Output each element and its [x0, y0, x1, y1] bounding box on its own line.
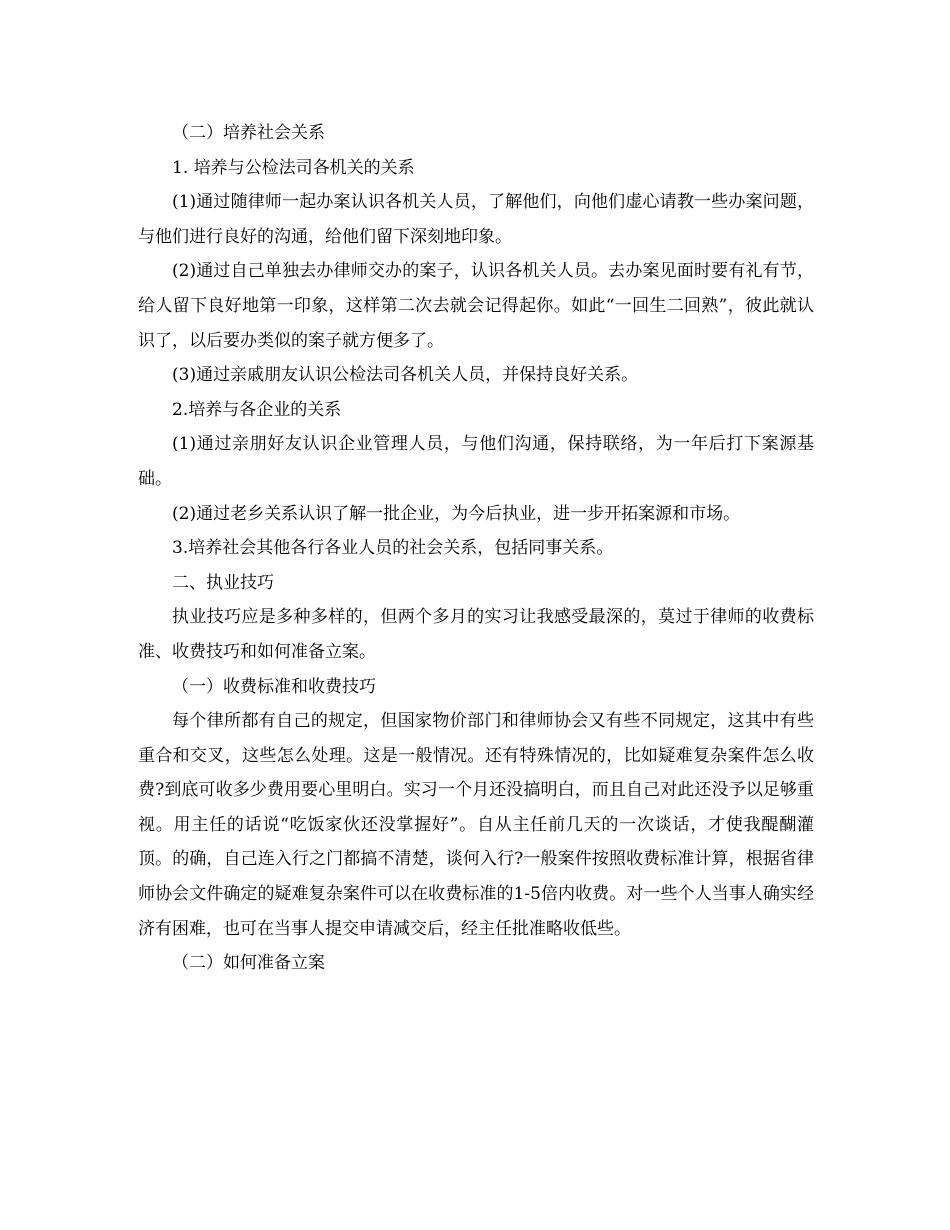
- subheading-judicial-relations: 1. 培养与公检法司各机关的关系: [172, 157, 415, 178]
- subheading-enterprise-relations: 2.培养与各企业的关系: [172, 399, 342, 420]
- paragraph: 3.培养社会其他各行各业人员的社会关系，包括同事关系。: [172, 538, 614, 559]
- document-body: [138, 116, 814, 981]
- paragraph: (3)通过亲戚朋友认识公检法司各机关人员，并保持良好关系。: [172, 365, 639, 386]
- paragraph: 执业技巧应是多种多样的，但两个多月的实习让我感受最深的，莫过于律师的收费标准、收费技巧和如何准备立案。: [138, 607, 814, 662]
- paragraph: (1)通过随律师一起办案认识各机关人员，了解他们，向他们虚心请教一些办案问题，与他们进行良好的沟通，给他们留下深刻地印象。: [138, 192, 814, 247]
- section-heading-fee-standards: （一）收费标准和收费技巧: [172, 676, 376, 697]
- paragraph: (2)通过自己单独去办律师交办的案子，认识各机关人员。去办案见面时要有礼有节，给人留下良好地第一印象，这样第二次去就会记得起你。如此“一回生二回熟”，彼此就认识了，以后要办类似的案子就方便多了。: [138, 261, 814, 351]
- section-heading-case-filing: （二）如何准备立案: [172, 953, 325, 974]
- section-heading-practice-skills: 二、执业技巧: [172, 572, 274, 593]
- section-heading-social-relations: （二）培养社会关系: [172, 123, 325, 143]
- paragraph: (2)通过老乡关系认识了解一批企业，为今后执业，进一步开拓案源和市场。: [172, 503, 741, 524]
- paragraph: (1)通过亲朋好友认识企业管理人员，与他们沟通，保持联络，为一年后打下案源基础。: [138, 434, 814, 489]
- paragraph: 每个律所都有自己的规定，但国家物价部门和律师协会又有些不同规定，这其中有些重合和交叉，这些怎么处理。这是一般情况。还有特殊情况的，比如疑难复杂案件怎么收费?到底可收多少费用要心里明白。实习一个月还没搞明白，而且自己对此还没予以足够重视。用主任的话说“吃饭家伙还没掌握好”。自从主任前几天的一次谈话，才使我醍醐灌顶。的确，自己连入行之门都搞不清楚，谈何入行?一般案件按照收费标准计算，根据省律师协会文件确定的疑难复杂案件可以在收费标准的1-5倍内收费。对一些个人当事人确实经济有困难，也可在当事人提交申请减交后，经主任批准略收低些。: [138, 711, 814, 939]
